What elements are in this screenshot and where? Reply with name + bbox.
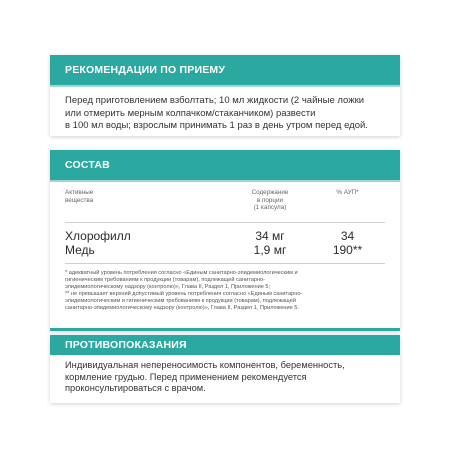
header-text: вещества — [65, 196, 94, 204]
footnote-line: эпидемиологическим и гигиеническим требованиям к продукции (товарам), подлежащей — [65, 298, 296, 304]
cell-pct: 34 — [340, 229, 355, 243]
cell-pct: 190** — [332, 243, 363, 257]
header-active-substances — [65, 189, 230, 204]
contraindications-title: ПРОТИВОПОКАЗАНИЯ — [50, 335, 400, 355]
cell-amount: 1,9 мг — [253, 243, 287, 257]
cell-name: Хлорофилл — [65, 229, 131, 243]
table-row — [65, 243, 385, 257]
header-text: в порции — [256, 196, 284, 204]
composition-table-header — [65, 189, 385, 223]
header-text: (1 капсула) — [253, 204, 287, 211]
contraindications-card — [50, 335, 400, 403]
footnote-line: гигиеническим требованиям к продукции (товарам), подлежащей санитарно- — [65, 277, 266, 283]
contraindications-text — [50, 355, 400, 395]
header-text: Активные — [65, 189, 94, 196]
cell-name: Медь — [65, 243, 95, 257]
composition-footnotes — [65, 270, 385, 312]
composition-title: СОСТАВ — [50, 150, 400, 182]
cell-amount: 34 мг — [255, 229, 285, 243]
table-row — [65, 229, 385, 243]
header-pct — [310, 189, 385, 197]
contraindications-line: кормление грудью. Перед применением рекомендуется — [65, 371, 307, 382]
footnote-line: ** не превышает верхний допустимый уровень потребления согласно «Единым санитарно- — [65, 291, 303, 297]
footnote-line: санитарно-эпидемиологическому надзору (контролю)», Глава II, Раздел 1, Приложение 5. — [65, 305, 299, 311]
composition-card — [50, 150, 400, 331]
composition-rows — [65, 229, 385, 257]
footnote-line: эпидемиологическому надзору (контролю)», Глава II, Раздел 1, Приложение 5; — [65, 284, 271, 290]
recommendations-line: Перед приготовлением взболтать; 10 мл жидкости (2 чайные ложки — [65, 95, 365, 106]
recommendations-card — [50, 55, 400, 136]
contraindications-line: Индивидуальная непереносимость компонентов, беременность, — [65, 360, 345, 370]
recommendations-line: или отмерить мерным колпачком/стаканчиком) развести — [65, 107, 316, 119]
header-text: % АУП* — [336, 189, 359, 196]
recommendations-line: в 100 мл воды; взрослым принимать 1 раз в день утром перед едой. — [65, 120, 368, 131]
recommendations-title: РЕКОМЕНДАЦИИ ПО ПРИЕМУ — [50, 55, 400, 87]
footnote-line: * адекватный уровень потребления согласно «Единым санитарно-эпидемиологическим и — [65, 270, 298, 276]
table-divider — [65, 263, 385, 264]
header-text: Содержание — [251, 189, 289, 196]
header-amount — [230, 189, 310, 212]
contraindications-line: проконсультироваться с врачом. — [65, 383, 206, 393]
recommendations-text — [50, 87, 400, 133]
